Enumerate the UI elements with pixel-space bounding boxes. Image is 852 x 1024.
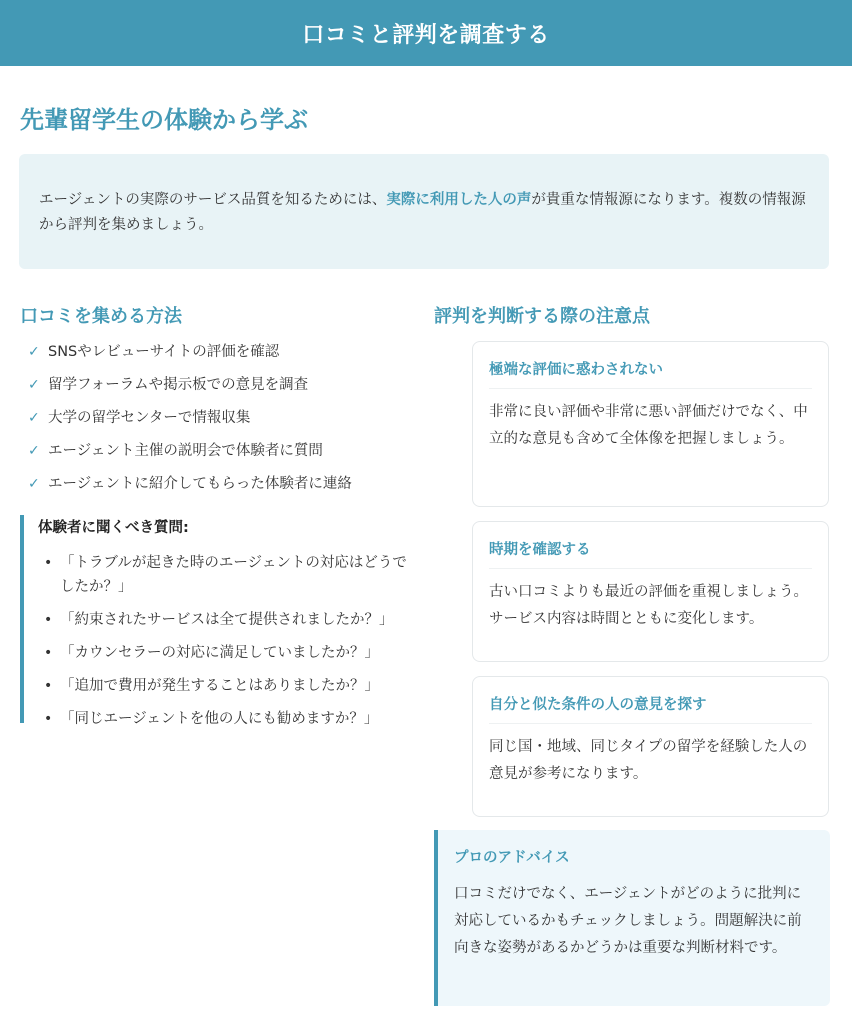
bullet-icon: • <box>44 645 53 661</box>
check-icon: ✓ <box>28 476 40 492</box>
collect-title: 口コミを集める方法 <box>20 306 182 327</box>
pro-advice-box <box>434 830 830 1006</box>
list-item-text: 大学の留学センターで情報収集 <box>48 410 251 426</box>
header-title: 口コミと評判を調査する <box>302 22 550 48</box>
list-item-text: 留学フォーラムや掲示板での意見を調査 <box>48 377 309 393</box>
list-item <box>38 641 420 665</box>
check-icon: ✓ <box>28 443 40 459</box>
list-item <box>20 373 420 406</box>
intro-text-before: エージェントの実際のサービス品質を知るためには、 <box>39 192 387 208</box>
list-item-text: 「追加で費用が発生することはありましたか？」 <box>60 678 379 694</box>
bullet-icon: • <box>44 711 53 727</box>
card-body: 古い口コミよりも最近の評価を重視しましょう。サービス内容は時間とともに変化します。 <box>489 584 808 627</box>
list-item-text: エージェントに紹介してもらった体験者に連絡 <box>48 476 352 492</box>
card-body: 同じ国・地域、同じタイプの留学を経験した人の意見が参考になります。 <box>489 739 808 782</box>
bullet-icon: • <box>44 555 53 571</box>
bullet-icon: • <box>44 678 53 694</box>
card-title: 時期を確認する <box>489 538 812 569</box>
check-icon: ✓ <box>28 410 40 426</box>
card-title: 自分と似た条件の人の意見を探す <box>489 693 812 724</box>
list-item-text: 「トラブルが起きた時のエージェントの対応はどうでしたか？」 <box>60 555 407 595</box>
card-body: 非常に良い評価や非常に悪い評価だけでなく、中立的な意見も含めて全体像を把握しましょう。 <box>489 404 808 447</box>
list-item-text: 「カウンセラーの対応に満足していましたか？」 <box>60 645 379 661</box>
page-header <box>0 0 852 66</box>
intro-text-after: が貴重な情報源になります。複数の情報源から評判を集めましょう。 <box>39 192 806 233</box>
list-item <box>20 340 420 373</box>
list-item <box>38 608 420 632</box>
collect-column <box>20 302 420 727</box>
list-item-text: 「約束されたサービスは全て提供されましたか？」 <box>60 612 394 628</box>
list-item <box>38 551 420 599</box>
advice-title: プロのアドバイス <box>454 850 570 866</box>
check-icon: ✓ <box>28 344 40 360</box>
list-item <box>38 674 420 698</box>
section-title: 先輩留学生の体験から学ぶ <box>20 106 308 134</box>
bullet-icon: • <box>44 612 53 628</box>
cautions-column <box>434 302 830 956</box>
card-title: 極端な評価に惑わされない <box>489 358 812 389</box>
list-item <box>20 406 420 439</box>
questions-title: 体験者に聞くべき質問: <box>38 520 189 536</box>
list-item <box>20 439 420 472</box>
list-item-text: エージェント主催の説明会で体験者に質問 <box>48 443 323 459</box>
caution-card-extreme <box>472 341 829 507</box>
cautions-title: 評判を判断する際の注意点 <box>434 306 650 327</box>
questions-list <box>38 551 420 731</box>
caution-card-similar <box>472 676 829 817</box>
caution-card-timing <box>472 521 829 662</box>
list-item-text: 「同じエージェントを他の人にも勧めますか？」 <box>60 711 379 727</box>
intro-box <box>19 154 829 269</box>
questions-box <box>20 515 420 727</box>
list-item <box>20 472 420 505</box>
list-item-text: SNSやレビューサイトの評価を確認 <box>48 344 280 360</box>
intro-highlight: 実際に利用した人の声 <box>386 192 532 208</box>
list-item <box>38 707 420 731</box>
collect-list <box>20 340 420 505</box>
advice-body: 口コミだけでなく、エージェントがどのように批判に対応しているかもチェックしましょう。問題解決に前向きな姿勢があるかどうかは重要な判断材料です。 <box>454 886 802 956</box>
check-icon: ✓ <box>28 377 40 393</box>
